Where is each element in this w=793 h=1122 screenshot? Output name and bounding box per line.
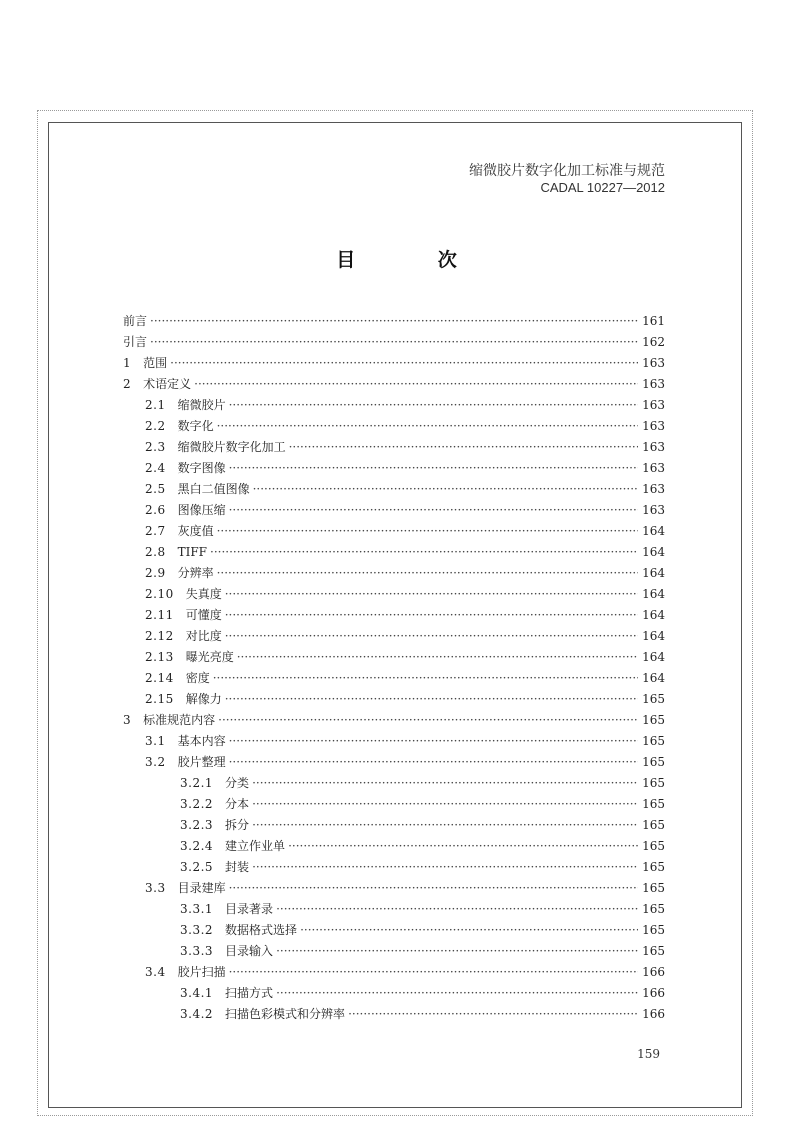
toc-entry-number: 3.3.3	[180, 944, 214, 958]
toc-dot-leader	[252, 857, 638, 878]
toc-entry-label: 数字化	[177, 419, 214, 433]
standard-code: CADAL 10227—2012	[540, 180, 665, 195]
toc-entry-number: 2.6	[145, 503, 166, 517]
toc-entry-page: 165	[642, 839, 665, 853]
toc-entry[interactable]	[123, 395, 665, 416]
toc-entry-number: 2.12	[145, 629, 174, 643]
toc-dot-leader	[225, 605, 638, 626]
toc-entry-number: 2.14	[145, 671, 174, 685]
toc-entry-label: 建立作业单	[225, 839, 286, 853]
toc-entry-page: 163	[642, 503, 665, 517]
toc-dot-leader	[229, 752, 638, 773]
toc-entry-label: 基本内容	[177, 734, 226, 748]
toc-entry-page: 165	[642, 734, 665, 748]
toc-dot-leader	[252, 773, 638, 794]
toc-dot-leader	[276, 983, 638, 1004]
toc-entry[interactable]	[123, 752, 665, 773]
toc-entry-page: 164	[642, 524, 665, 538]
toc-entry-number: 2.9	[145, 566, 166, 580]
toc-entry-page: 165	[642, 797, 665, 811]
toc-entry-number: 3.2.1	[180, 776, 214, 790]
toc-entry-page: 164	[642, 566, 665, 580]
toc-dot-leader	[194, 374, 638, 395]
toc-entry-label: 标准规范内容	[143, 713, 216, 727]
toc-entry-page: 164	[642, 587, 665, 601]
toc-entry-number: 2.2	[145, 419, 166, 433]
toc-entry[interactable]	[123, 353, 665, 374]
toc-entry[interactable]	[123, 332, 665, 353]
toc-entry[interactable]	[123, 584, 665, 605]
toc-entry-label: 目录输入	[225, 944, 274, 958]
toc-entry-label: 胶片扫描	[177, 965, 226, 979]
toc-dot-leader	[218, 710, 638, 731]
toc-entry-label: 对比度	[185, 629, 222, 643]
toc-entry-number: 3.1	[145, 734, 166, 748]
toc-entry-number: 3.3	[145, 881, 166, 895]
toc-entry[interactable]	[123, 500, 665, 521]
toc-entry-label: TIFF	[177, 545, 207, 559]
toc-entry-label: 缩微胶片	[177, 398, 226, 412]
toc-entry-page: 163	[642, 356, 665, 370]
toc-dot-leader	[276, 899, 638, 920]
toc-entry[interactable]	[123, 962, 665, 983]
toc-entry-number: 3.2	[145, 755, 166, 769]
toc-entry[interactable]	[123, 983, 665, 1004]
toc-entry[interactable]	[123, 731, 665, 752]
toc-entry[interactable]	[123, 920, 665, 941]
toc-dot-leader	[170, 353, 638, 374]
toc-entry-page: 165	[642, 902, 665, 916]
toc-dot-leader	[229, 458, 638, 479]
toc-entry-page: 165	[642, 713, 665, 727]
toc-entry-label: 缩微胶片数字化加工	[177, 440, 286, 454]
toc-entry-label: 密度	[185, 671, 210, 685]
toc-entry-page: 163	[642, 461, 665, 475]
toc-dot-leader	[252, 815, 638, 836]
toc-entry[interactable]	[123, 374, 665, 395]
toc-entry-label: 黑白二值图像	[177, 482, 250, 496]
toc-entry-label: 曝光亮度	[185, 650, 234, 664]
toc-entry[interactable]	[123, 479, 665, 500]
toc-dot-leader	[210, 542, 638, 563]
toc-entry-number: 3.2.5	[180, 860, 214, 874]
toc-entry[interactable]	[123, 794, 665, 815]
toc-entry-label: 扫描方式	[225, 986, 274, 1000]
toc-dot-leader	[276, 941, 638, 962]
toc-entry[interactable]	[123, 836, 665, 857]
toc-entry-page: 164	[642, 671, 665, 685]
standard-title: 缩微胶片数字化加工标准与规范	[469, 163, 665, 179]
toc-entry-label: 数字图像	[177, 461, 226, 475]
toc-entry[interactable]	[123, 542, 665, 563]
toc-entry-number: 3.3.1	[180, 902, 214, 916]
toc-entry-page: 163	[642, 482, 665, 496]
toc-entry-number: 2.8	[145, 545, 166, 559]
toc-entry-label: 胶片整理	[177, 755, 226, 769]
toc-entry-label: 扫描色彩模式和分辨率	[225, 1007, 346, 1021]
toc-entry-label: 前言	[123, 314, 148, 328]
toc-entry-label: 失真度	[185, 587, 222, 601]
toc-entry-number: 1	[123, 356, 132, 370]
toc-entry-page: 163	[642, 440, 665, 454]
toc-entry-number: 3.2.2	[180, 797, 214, 811]
toc-entry[interactable]	[123, 878, 665, 899]
table-of-contents	[123, 311, 665, 1025]
toc-entry[interactable]	[123, 311, 665, 332]
toc-dot-leader	[253, 479, 638, 500]
toc-dot-leader	[348, 1004, 638, 1025]
toc-dot-leader	[150, 332, 638, 353]
toc-entry-label: 目录著录	[225, 902, 274, 916]
toc-dot-leader	[217, 521, 638, 542]
toc-entry-label: 引言	[123, 335, 148, 349]
toc-entry-page: 165	[642, 818, 665, 832]
toc-dot-leader	[300, 920, 638, 941]
toc-entry-page: 165	[642, 776, 665, 790]
toc-entry-label: 拆分	[225, 818, 250, 832]
toc-entry-page: 166	[642, 1007, 665, 1021]
toc-dot-leader	[237, 647, 638, 668]
toc-entry[interactable]	[123, 605, 665, 626]
toc-entry-label: 解像力	[185, 692, 222, 706]
toc-entry-page: 163	[642, 398, 665, 412]
toc-entry-label: 分类	[225, 776, 250, 790]
toc-entry-label: 封装	[225, 860, 250, 874]
toc-entry-page: 166	[642, 986, 665, 1000]
toc-entry-number: 2.3	[145, 440, 166, 454]
toc-dot-leader	[229, 395, 638, 416]
toc-entry[interactable]	[123, 668, 665, 689]
toc-entry-page: 164	[642, 545, 665, 559]
toc-entry-number: 2.15	[145, 692, 174, 706]
toc-entry-label: 可懂度	[185, 608, 222, 622]
toc-entry-number: 2.10	[145, 587, 174, 601]
toc-entry[interactable]	[123, 1004, 665, 1025]
toc-entry[interactable]	[123, 437, 665, 458]
toc-entry-number: 3.3.2	[180, 923, 214, 937]
toc-entry-label: 灰度值	[177, 524, 214, 538]
toc-entry-number: 2.11	[145, 608, 174, 622]
toc-entry[interactable]	[123, 815, 665, 836]
toc-entry[interactable]	[123, 689, 665, 710]
toc-entry[interactable]	[123, 899, 665, 920]
toc-entry-page: 161	[642, 314, 665, 328]
toc-dot-leader	[288, 836, 638, 857]
toc-dot-leader	[289, 437, 638, 458]
toc-entry-page: 165	[642, 881, 665, 895]
toc-dot-leader	[225, 626, 638, 647]
toc-entry-label: 图像压缩	[177, 503, 226, 517]
toc-dot-leader	[229, 731, 638, 752]
toc-dot-leader	[229, 500, 638, 521]
page-number: 159	[637, 1047, 660, 1061]
toc-entry-label: 范围	[143, 356, 168, 370]
toc-entry-page: 164	[642, 608, 665, 622]
toc-dot-leader	[229, 962, 638, 983]
toc-entry-page: 163	[642, 419, 665, 433]
toc-entry-page: 164	[642, 629, 665, 643]
toc-entry[interactable]	[123, 458, 665, 479]
toc-dot-leader	[229, 878, 638, 899]
toc-dot-leader	[225, 584, 638, 605]
toc-entry-label: 分本	[225, 797, 250, 811]
toc-entry-number: 3	[123, 713, 132, 727]
toc-entry-page: 164	[642, 650, 665, 664]
toc-entry[interactable]	[123, 710, 665, 731]
toc-entry[interactable]	[123, 626, 665, 647]
toc-dot-leader	[217, 563, 638, 584]
toc-entry-page: 165	[642, 692, 665, 706]
toc-entry-page: 166	[642, 965, 665, 979]
toc-entry-number: 2.13	[145, 650, 174, 664]
toc-entry-page: 163	[642, 377, 665, 391]
toc-entry-label: 目录建库	[177, 881, 226, 895]
toc-heading: 目 次	[336, 249, 495, 271]
toc-entry-number: 2.1	[145, 398, 166, 412]
toc-entry[interactable]	[123, 416, 665, 437]
toc-entry-page: 165	[642, 944, 665, 958]
toc-entry[interactable]	[123, 941, 665, 962]
toc-dot-leader	[252, 794, 638, 815]
toc-entry[interactable]	[123, 647, 665, 668]
toc-entry-label: 分辨率	[177, 566, 214, 580]
toc-entry-number: 2.4	[145, 461, 166, 475]
toc-entry-page: 162	[642, 335, 665, 349]
toc-entry-number: 2	[123, 377, 132, 391]
toc-dot-leader	[213, 668, 638, 689]
toc-entry-number: 3.2.3	[180, 818, 214, 832]
toc-entry-number: 2.5	[145, 482, 166, 496]
toc-entry-number: 2.7	[145, 524, 166, 538]
toc-entry-page: 165	[642, 755, 665, 769]
toc-entry-number: 3.4.2	[180, 1007, 214, 1021]
toc-dot-leader	[150, 311, 638, 332]
toc-entry-number: 3.4	[145, 965, 166, 979]
toc-entry-page: 165	[642, 923, 665, 937]
toc-entry-page: 165	[642, 860, 665, 874]
toc-entry[interactable]	[123, 857, 665, 878]
toc-entry[interactable]	[123, 521, 665, 542]
toc-entry[interactable]	[123, 563, 665, 584]
toc-dot-leader	[225, 689, 638, 710]
toc-entry-number: 3.2.4	[180, 839, 214, 853]
toc-entry-label: 数据格式选择	[225, 923, 298, 937]
toc-entry[interactable]	[123, 773, 665, 794]
toc-dot-leader	[217, 416, 638, 437]
toc-entry-label: 术语定义	[143, 377, 192, 391]
toc-entry-number: 3.4.1	[180, 986, 214, 1000]
